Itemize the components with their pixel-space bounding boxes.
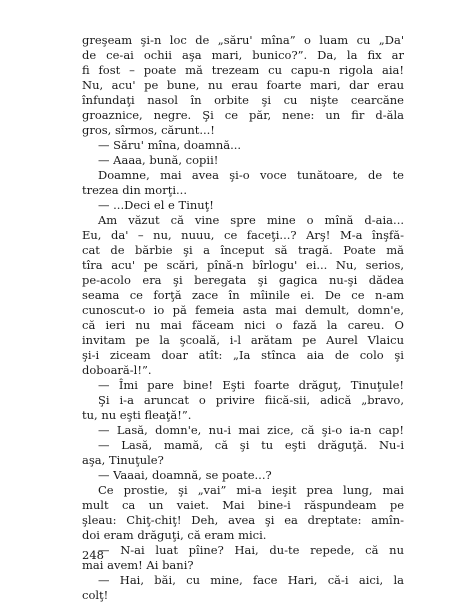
text-line: tu, nu eşti fleaţă!”. [82, 408, 192, 422]
text-line: doi eram drăguţi, că eram mici. [82, 528, 267, 542]
body-text [82, 33, 404, 603]
text-line: — Vaaai, doamnă, se poate...? [98, 468, 272, 482]
text-line: Şi i-a aruncat o privire fiică-sii, adică „bravo, [98, 393, 404, 407]
text-line: — Săru' mîna, doamnă... [98, 138, 242, 152]
text-line: fi fost – poate mă trezeam cu capu-n rigola aia! [82, 63, 404, 77]
text-line: pe-acolo era şi beregata şi gagica nu-şi dădea [82, 273, 404, 287]
text-line: Doamne, mai avea şi-o voce tunătoare, de te [98, 168, 404, 182]
text-line: greşeam şi-n loc de „săru' mîna” o luam cu „Da' [82, 33, 404, 47]
text-line: înfundaţi nasol în orbite şi cu nişte cearcăne [82, 93, 404, 107]
text-line: — Aaaa, bună, copii! [98, 153, 219, 167]
text-line: Nu, acu' pe bune, nu erau foarte mari, dar erau [82, 78, 404, 92]
text-line: cunoscut-o io pă femeia asta mai demult, domn'e, [82, 303, 404, 317]
text-line: aşa, Tinuţule? [82, 453, 164, 467]
text-line: — Lasă, mamă, că şi tu eşti drăguţă. Nu-i [98, 438, 404, 452]
text-line: — N-ai luat pîine? Hai, du-te repede, că nu [98, 543, 404, 557]
text-line: că ieri nu mai făceam nici o fază la careu. O [82, 318, 404, 332]
text-line: şi-i ziceam doar atît: „Ia stînca aia de colo şi [82, 348, 404, 362]
text-line: mai avem! Ai bani? [82, 558, 194, 572]
text-line: colţ! [82, 588, 109, 602]
text-line: seama ce forţă zace în mîinile ei. De ce n-am [82, 288, 404, 302]
text-line: trezea din morţi... [82, 183, 187, 197]
text-line: — ...Deci el e Tinuţ! [98, 198, 214, 212]
text-line: groaznice, negre. Şi ce păr, nene: un fir d-ăla [82, 108, 404, 122]
text-line: tîra acu' pe scări, pînă-n bîrlogu' ei... Nu, serios, [82, 258, 404, 272]
text-line: Eu, da' – nu, nuuu, ce faceţi...? Arş! M-a înşfă- [82, 228, 404, 242]
text-line: Ce prostie, şi „vai” mi-a ieşit prea lung, mai [98, 483, 404, 497]
text-line: cat de bărbie şi a început să tragă. Poate mă [82, 243, 404, 257]
text-line: mult ca un vaiet. Mai bine-i răspundeam pe [82, 498, 404, 512]
text-line: invitam pe la şcoală, i-l arătam pe Aurel Vlaicu [82, 333, 404, 347]
text-line: şleau: Chiţ-chiţ! Deh, avea şi ea dreptate: amîn- [82, 513, 404, 527]
text-line: — Lasă, domn'e, nu-i mai zice, că şi-o ia-n cap! [98, 423, 404, 437]
text-line: — Hai, băi, cu mine, face Hari, că-i aici, la [98, 573, 404, 587]
text-line: de ce-ai ochii aşa mari, bunico?”. Da, la fix ar [82, 48, 404, 62]
text-line: — Îmi pare bine! Eşti foarte drăguţ, Tinuţule! [98, 378, 404, 392]
text-line: gros, sîrmos, cărunt...! [82, 123, 215, 137]
page-number: 248 [82, 548, 104, 562]
text-line: Am văzut că vine spre mine o mînă d-aia... [98, 213, 404, 227]
text-line: doboară-l!”. [82, 363, 152, 377]
